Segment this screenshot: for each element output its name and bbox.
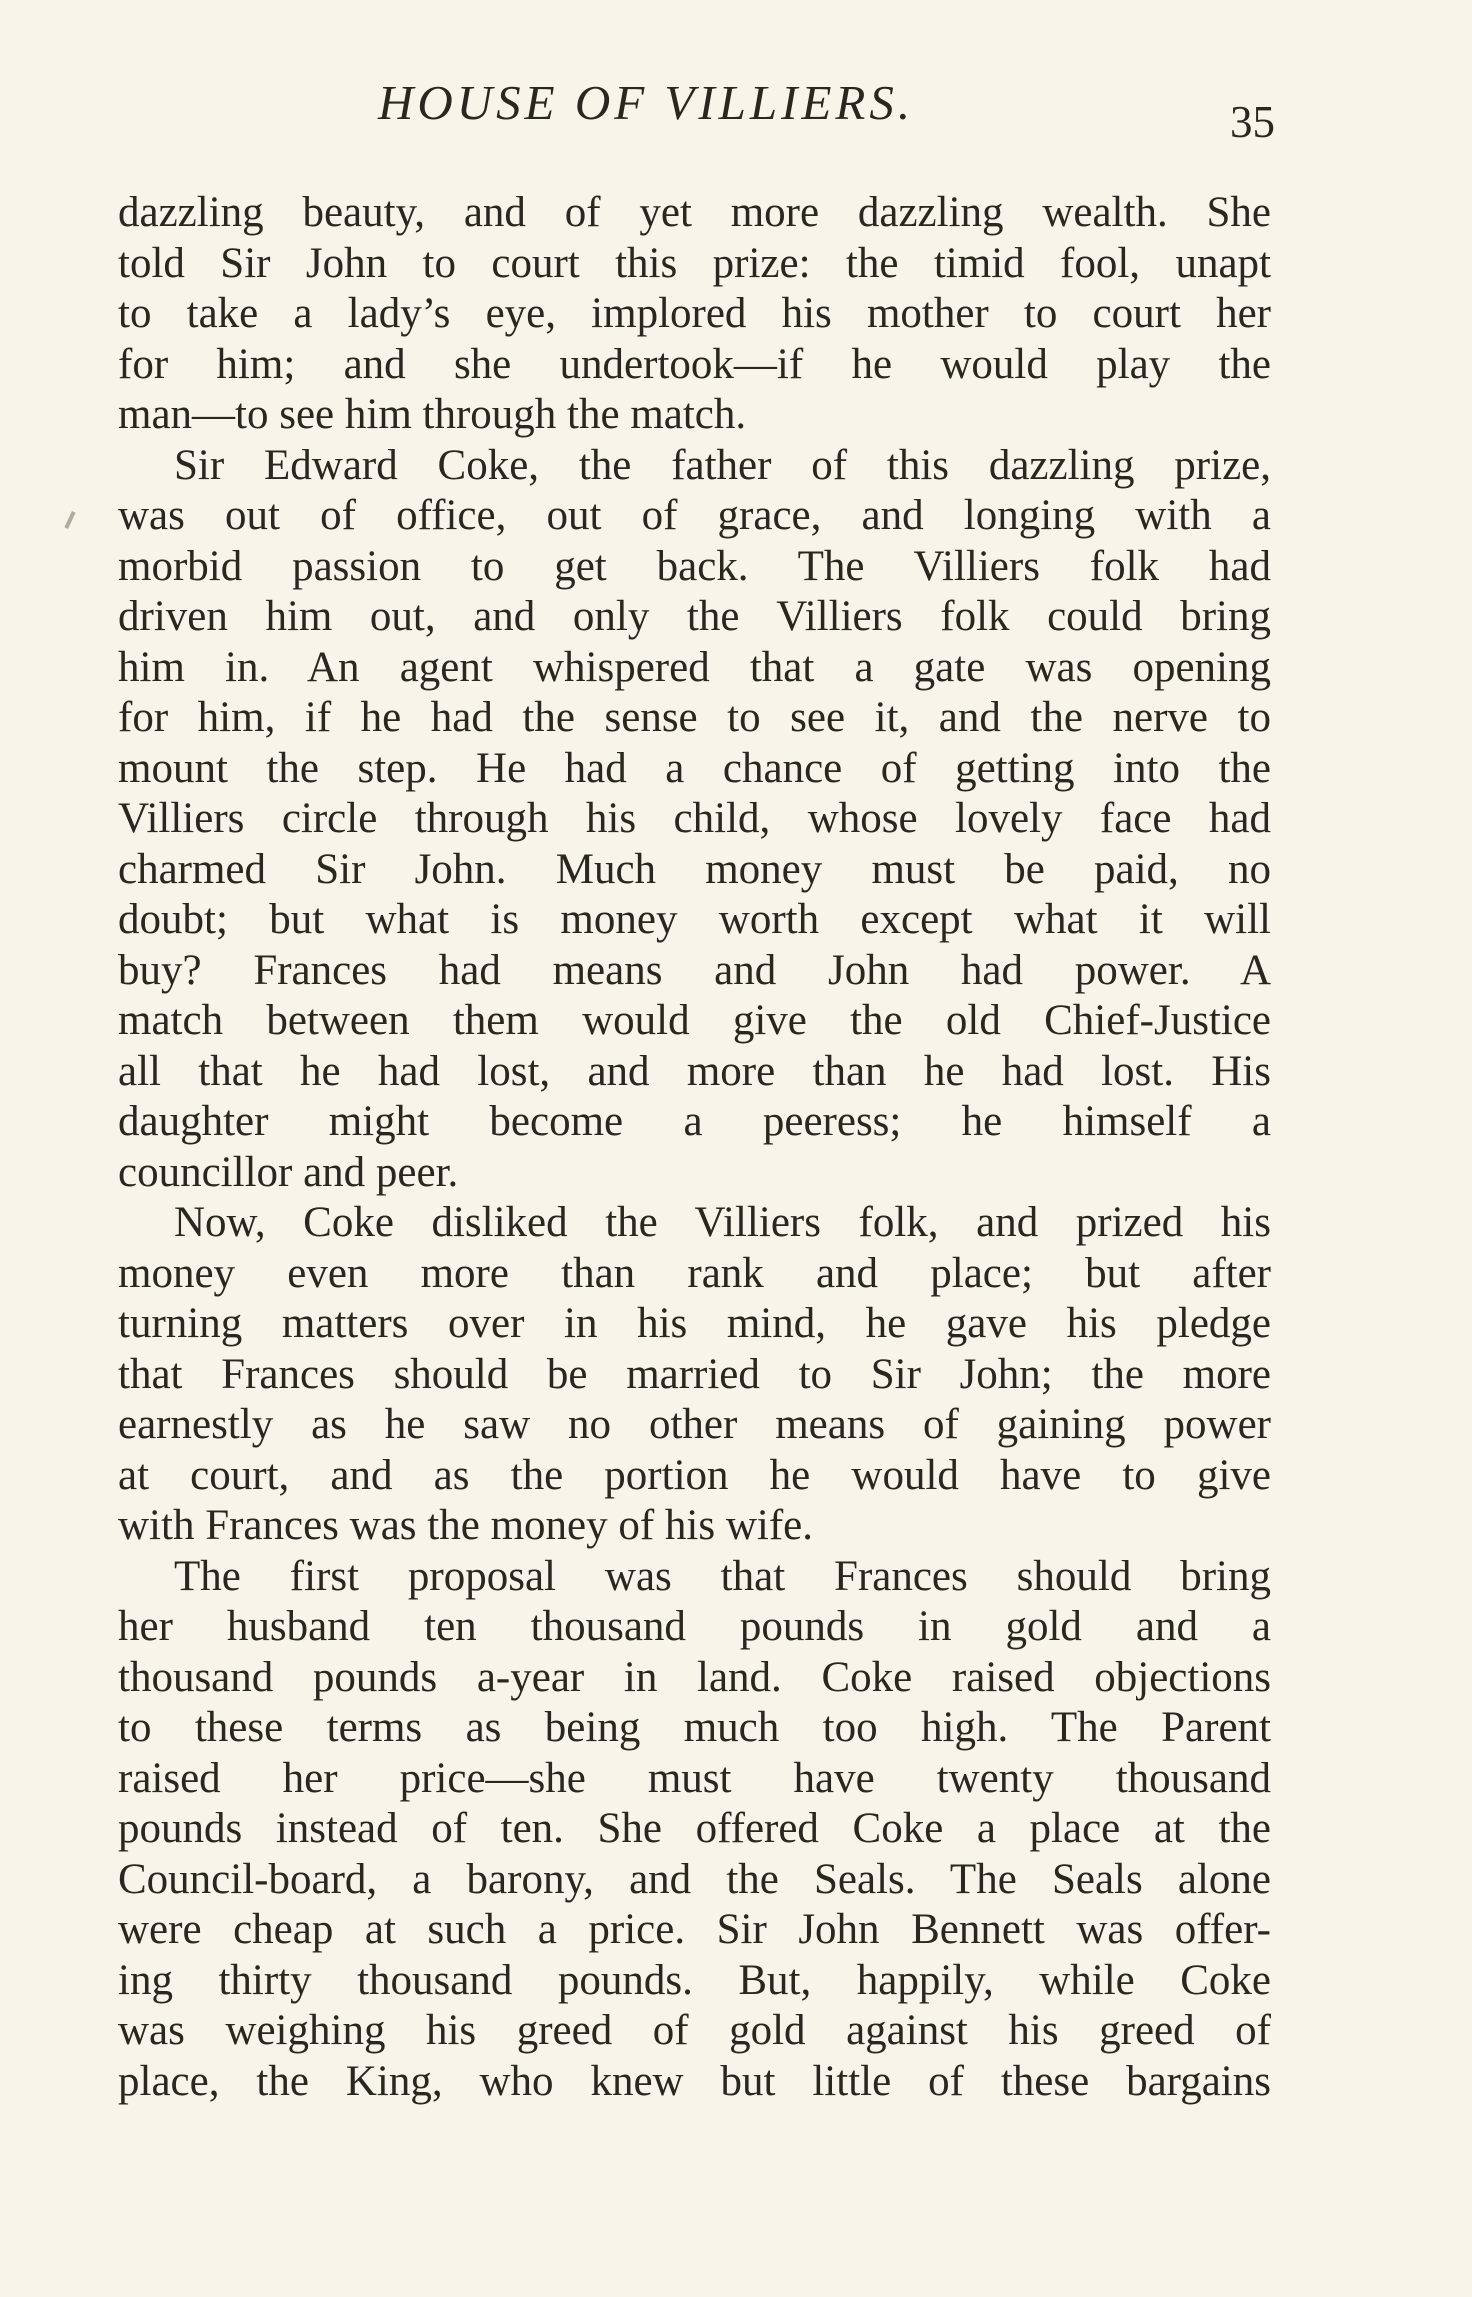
text-line: all that he had lost, and more than he had lost. His [118,1047,1271,1095]
text-line: man—to see him through the match. [118,391,747,438]
text-line: was out of office, out of grace, and longing with a [118,492,1271,539]
text-line: turning matters over in his mind, he gave his pledge [118,1300,1271,1347]
text-line: Now, Coke disliked the Villiers folk, and prized his [174,1199,1271,1246]
text-line: thousand pounds a-year in land. Coke raised objections [118,1653,1271,1701]
text-line: were cheap at such a price. Sir John Bennett was offer- [118,1906,1271,1953]
page-number: 35 [1230,97,1275,147]
text-line: driven him out, and only the Villiers folk could bring [118,593,1271,640]
text-line: that Frances should be married to Sir John; the more [118,1350,1271,1398]
text-line: buy? Frances had means and John had power. A [118,946,1271,994]
text-line: charmed Sir John. Much money must be paid, no [118,845,1271,893]
text-line: him in. An agent whispered that a gate was opening [118,643,1271,691]
text-line: match between them would give the old Chief-Justice [118,997,1271,1044]
text-line: raised her price—she must have twenty thousand [118,1754,1271,1802]
text-line: The first proposal was that Frances should bring [174,1552,1271,1600]
running-title: HOUSE OF VILLIERS. [378,75,915,130]
text-line: daughter might become a peeress; he himself a [118,1098,1271,1145]
text-line: morbid passion to get back. The Villiers folk had [118,542,1271,590]
text-line: Villiers circle through his child, whose lovely face had [118,795,1271,842]
text-line: Sir Edward Coke, the father of this dazzling prize, [174,441,1271,489]
text-line: place, the King, who knew but little of these bargains [118,2057,1271,2105]
text-line: ing thirty thousand pounds. But, happily, while Coke [118,1956,1271,2004]
text-line: pounds instead of ten. She offered Coke a place at the [118,1805,1271,1852]
text-line: earnestly as he saw no other means of gaining power [118,1401,1271,1448]
text-line: Council-board, a barony, and the Seals. The Seals alone [118,1855,1271,1903]
text-line: with Frances was the money of his wife. [118,1502,814,1549]
text-line: dazzling beauty, and of yet more dazzling wealth. She [118,189,1271,236]
text-line: councillor and peer. [118,1148,459,1196]
text-line: doubt; but what is money worth except what it will [118,896,1271,943]
text-line: mount the step. He had a chance of getting into the [118,744,1271,792]
text-line: money even more than rank and place; but after [118,1249,1271,1297]
text-line: her husband ten thousand pounds in gold and a [118,1603,1271,1650]
text-line: at court, and as the portion he would have to give [118,1451,1271,1499]
text-line: for him, if he had the sense to see it, and the nerve to [118,694,1271,741]
text-line: for him; and she undertook—if he would play the [118,340,1271,388]
text-line: was weighing his greed of gold against his greed of [118,2007,1271,2054]
margin-mark [64,511,75,529]
text-line: to these terms as being much too high. The Parent [118,1704,1271,1751]
running-head [0,74,1472,147]
body-text [118,188,1271,2107]
text-line: to take a lady’s eye, implored his mother to court her [118,290,1271,337]
text-line: told Sir John to court this prize: the timid fool, unapt [118,239,1271,287]
